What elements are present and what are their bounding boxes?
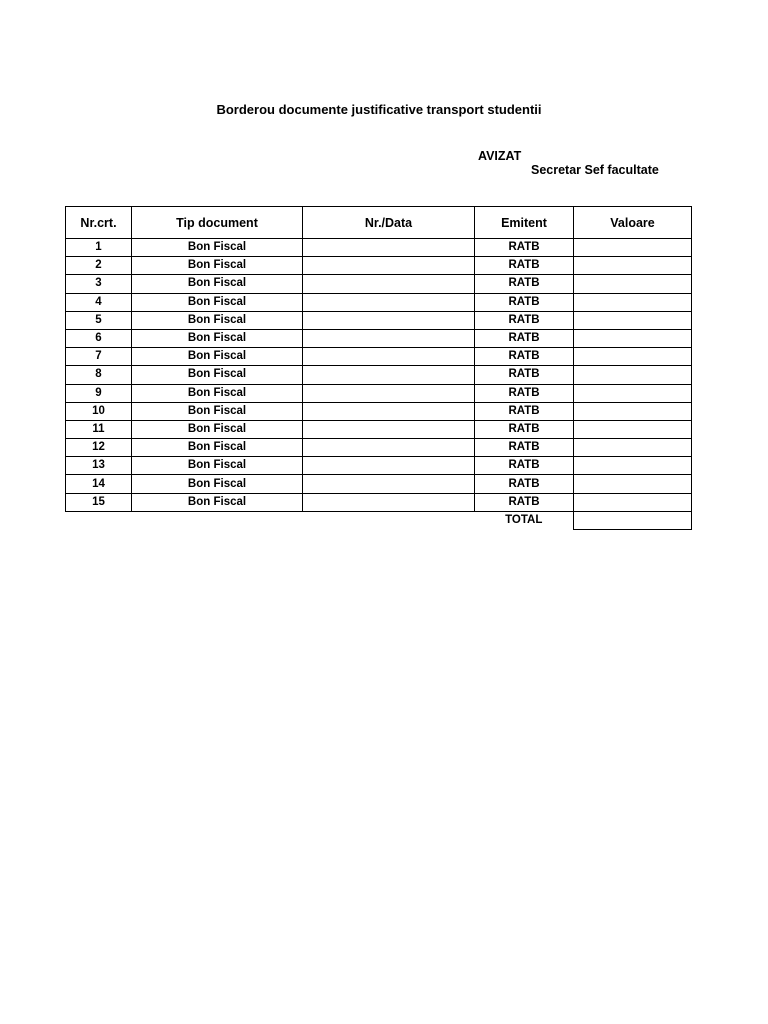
document-title-text: Borderou documente justificative transport studentii xyxy=(216,102,542,117)
cell-emitent: RATB xyxy=(475,239,574,257)
cell-nr-crt: 11 xyxy=(66,420,132,438)
header-tip-document: Tip document xyxy=(132,207,303,239)
cell-nr-crt: 6 xyxy=(66,329,132,347)
cell-nr-crt: 10 xyxy=(66,402,132,420)
cell-nr-crt: 5 xyxy=(66,311,132,329)
cell-nr-crt: 1 xyxy=(66,239,132,257)
cell-tip-document: Bon Fiscal xyxy=(132,293,303,311)
table-row xyxy=(66,275,692,293)
cell-emitent: RATB xyxy=(475,311,574,329)
cell-valoare[interactable] xyxy=(574,420,692,438)
total-spacer xyxy=(66,511,132,529)
cell-emitent: RATB xyxy=(475,402,574,420)
table-row xyxy=(66,311,692,329)
cell-tip-document: Bon Fiscal xyxy=(132,402,303,420)
cell-nr-data[interactable] xyxy=(303,311,475,329)
cell-nr-data[interactable] xyxy=(303,384,475,402)
cell-nr-crt: 7 xyxy=(66,348,132,366)
cell-emitent: RATB xyxy=(475,366,574,384)
documents-table xyxy=(65,206,692,530)
table-row xyxy=(66,439,692,457)
cell-tip-document: Bon Fiscal xyxy=(132,457,303,475)
cell-nr-crt: 15 xyxy=(66,493,132,511)
cell-nr-crt: 3 xyxy=(66,275,132,293)
cell-nr-crt: 2 xyxy=(66,257,132,275)
cell-nr-data[interactable] xyxy=(303,475,475,493)
table-row xyxy=(66,257,692,275)
cell-tip-document: Bon Fiscal xyxy=(132,366,303,384)
table-row xyxy=(66,493,692,511)
cell-emitent: RATB xyxy=(475,329,574,347)
table-row xyxy=(66,457,692,475)
cell-valoare[interactable] xyxy=(574,257,692,275)
cell-valoare[interactable] xyxy=(574,329,692,347)
cell-tip-document: Bon Fiscal xyxy=(132,420,303,438)
table-row xyxy=(66,475,692,493)
cell-valoare[interactable] xyxy=(574,275,692,293)
cell-emitent: RATB xyxy=(475,439,574,457)
cell-valoare[interactable] xyxy=(574,439,692,457)
cell-valoare[interactable] xyxy=(574,239,692,257)
cell-valoare[interactable] xyxy=(574,293,692,311)
cell-valoare[interactable] xyxy=(574,493,692,511)
cell-emitent: RATB xyxy=(475,475,574,493)
cell-valoare[interactable] xyxy=(574,475,692,493)
cell-tip-document: Bon Fiscal xyxy=(132,475,303,493)
cell-emitent: RATB xyxy=(475,275,574,293)
cell-nr-crt: 8 xyxy=(66,366,132,384)
table-row xyxy=(66,293,692,311)
header-emitent: Emitent xyxy=(475,207,574,239)
table-row xyxy=(66,420,692,438)
table-row xyxy=(66,366,692,384)
header-nr-data: Nr./Data xyxy=(303,207,475,239)
total-spacer xyxy=(303,511,475,529)
cell-emitent: RATB xyxy=(475,257,574,275)
table-row xyxy=(66,329,692,347)
cell-nr-data[interactable] xyxy=(303,275,475,293)
table-row xyxy=(66,348,692,366)
cell-nr-data[interactable] xyxy=(303,402,475,420)
header-valoare: Valoare xyxy=(574,207,692,239)
cell-nr-data[interactable] xyxy=(303,493,475,511)
total-spacer xyxy=(132,511,303,529)
cell-valoare[interactable] xyxy=(574,311,692,329)
cell-valoare[interactable] xyxy=(574,384,692,402)
cell-nr-crt: 9 xyxy=(66,384,132,402)
cell-nr-crt: 12 xyxy=(66,439,132,457)
cell-tip-document: Bon Fiscal xyxy=(132,439,303,457)
cell-tip-document: Bon Fiscal xyxy=(132,329,303,347)
table-row xyxy=(66,384,692,402)
header-nr-crt: Nr.crt. xyxy=(66,207,132,239)
table-row xyxy=(66,239,692,257)
cell-nr-data[interactable] xyxy=(303,366,475,384)
table-header-row xyxy=(66,207,692,239)
cell-emitent: RATB xyxy=(475,420,574,438)
cell-tip-document: Bon Fiscal xyxy=(132,311,303,329)
table-row xyxy=(66,402,692,420)
cell-valoare[interactable] xyxy=(574,457,692,475)
cell-nr-crt: 14 xyxy=(66,475,132,493)
approval-role: Secretar Sef facultate xyxy=(531,163,659,177)
total-label: TOTAL xyxy=(505,514,543,527)
total-value-cell[interactable] xyxy=(574,511,692,529)
cell-emitent: RATB xyxy=(475,457,574,475)
cell-nr-data[interactable] xyxy=(303,457,475,475)
cell-tip-document: Bon Fiscal xyxy=(132,275,303,293)
cell-valoare[interactable] xyxy=(574,348,692,366)
cell-nr-crt: 4 xyxy=(66,293,132,311)
cell-emitent: RATB xyxy=(475,293,574,311)
cell-tip-document: Bon Fiscal xyxy=(132,239,303,257)
cell-nr-data[interactable] xyxy=(303,329,475,347)
cell-nr-data[interactable] xyxy=(303,257,475,275)
cell-valoare[interactable] xyxy=(574,402,692,420)
cell-tip-document: Bon Fiscal xyxy=(132,348,303,366)
cell-nr-data[interactable] xyxy=(303,239,475,257)
cell-nr-data[interactable] xyxy=(303,420,475,438)
cell-emitent: RATB xyxy=(475,348,574,366)
cell-tip-document: Bon Fiscal xyxy=(132,493,303,511)
cell-nr-data[interactable] xyxy=(303,348,475,366)
cell-valoare[interactable] xyxy=(574,366,692,384)
document-title xyxy=(0,102,768,117)
cell-nr-data[interactable] xyxy=(303,293,475,311)
cell-tip-document: Bon Fiscal xyxy=(132,257,303,275)
approval-label: AVIZAT xyxy=(478,149,522,163)
cell-tip-document: Bon Fiscal xyxy=(132,384,303,402)
cell-emitent: RATB xyxy=(475,493,574,511)
total-row xyxy=(66,511,692,529)
cell-emitent: RATB xyxy=(475,384,574,402)
cell-nr-data[interactable] xyxy=(303,439,475,457)
cell-nr-crt: 13 xyxy=(66,457,132,475)
